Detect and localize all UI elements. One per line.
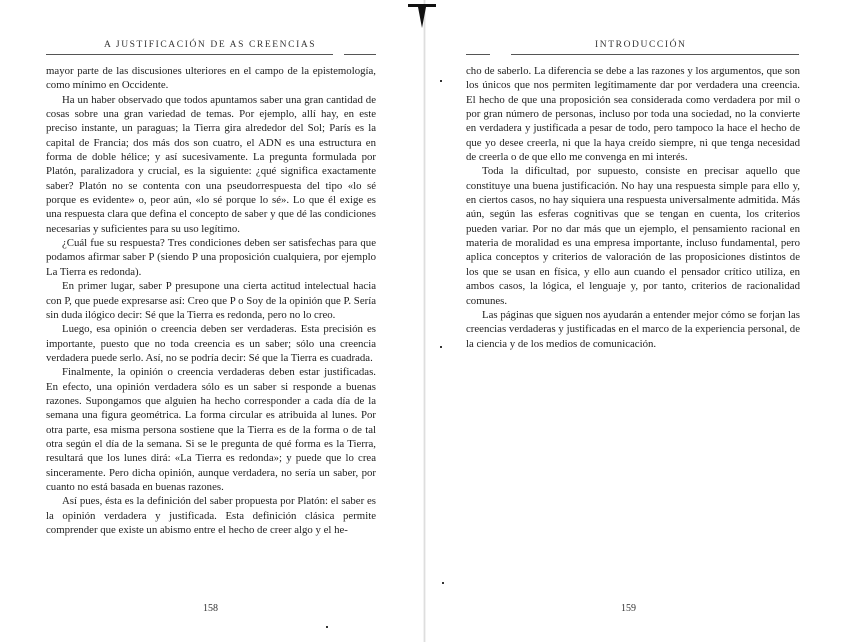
scan-speck bbox=[326, 626, 328, 628]
right-paragraph-1: cho de saberlo. La diferencia se debe a las razones y los argumentos, que son los únicos que nos permiten legítimamente dar por verdadera una creencia. El hecho de que una proposición sea considerada como verdadera por mil o por gran número de personas, incluso por toda una sociedad, no la convierte en verdadera y justificada a pesar de todo, pero tampoco la hace el hecho de que yo desee creerla, ni que la haya creído siempre, ni que tenga necesidad de creerla o de que ello me convenga en mi interés. bbox=[466, 65, 800, 164]
right-body-text bbox=[466, 64, 800, 351]
scan-speck bbox=[442, 582, 444, 584]
left-head-rule-short bbox=[344, 54, 376, 55]
left-paragraph-6: Finalmente, la opinión o creencia verdaderas deben estar justificadas. En efecto, una opinión verdadera sólo es un saber si responde a buenas razones. Supongamos que alguien ha hecho corresponder a cada día de la semana una figura geométrica. La forma circular es atribuida al lunes. Por otra parte, esa misma persona sostiene que la Tierra es de la forma o de tal otra según el día de la semana. Si se le pregunta de qué forma es la Tierra, resultará que los lunes dirá: «La Tierra es redonda»; y puede que lo crea sinceramente. Pero dicha opinión, aunque verdadera, no sería un saber, por cuanto no está basada en buenas razones. bbox=[46, 366, 376, 493]
left-paragraph-2: Ha un haber observado que todos apuntamos saber una gran cantidad de cosas sobre una gran variedad de temas. Por ejemplo, allí hay, en este preciso instante, un paraguas; la Tierra gira alrededor del Sol; París es la capital de Francia; dos más dos son cuatro, el ADN es una estructura en forma de doble hélice; y así sucesivamente. La pregunta formulada por Platón, paralizadora y crucial, es la siguiente: ¿qué significa exactamente saber? Platón no se contenta con una pseudorrespuesta del tipo «lo sé porque es evidente» o, peor aún, «lo sé porque lo sé». Lo que él exige es una respuesta clara que defina el concepto de saber y que dé las condiciones necesarias y suficientes para su uso legítimo. bbox=[46, 93, 376, 235]
scan-speck bbox=[440, 80, 442, 82]
left-paragraph-1: mayor parte de las discusiones ulteriores en el campo de la epistemología, como mínimo en Occidente. bbox=[46, 65, 376, 92]
left-running-head: A JUSTIFICACIÓN DE AS CREENCIAS bbox=[104, 40, 317, 50]
left-paragraph-5: Luego, esa opinión o creencia deben ser verdaderas. Esta precisión es importante, puesto que no toda creencia es un saber; sólo una creencia verdadera puede serlo. Así, no se podría decir: Sé que la Tierra es cuadrada. bbox=[46, 323, 376, 364]
right-paragraph-3: Las páginas que siguen nos ayudarán a entender mejor cómo se forjan las creencias verdaderas y justificadas en el marco de la experiencia personal, de la ciencia y de los medios de comunicación. bbox=[466, 308, 800, 350]
left-page-number: 158 bbox=[203, 603, 218, 614]
right-head-rule-short bbox=[466, 54, 490, 55]
right-page-number: 159 bbox=[621, 603, 636, 614]
right-head-rule bbox=[511, 54, 799, 55]
scan-speck bbox=[440, 346, 442, 348]
right-running-head: INTRODUCCIÓN bbox=[595, 40, 687, 50]
left-body-text bbox=[46, 64, 376, 537]
left-head-rule bbox=[46, 54, 333, 55]
left-paragraph-3: ¿Cuál fue su respuesta? Tres condiciones deben ser satisfechas para que podamos afirmar saber P (siendo P una proposición cualquiera, por ejemplo La Tierra es redonda). bbox=[46, 237, 376, 278]
right-page bbox=[424, 0, 848, 642]
right-paragraph-2: Toda la dificultad, por supuesto, consiste en precisar aquello que constituye una buena justificación. No hay una respuesta simple para ello y, en ciertos casos, no hay siquiera una respuesta universalmente admitida. Más aún, según las esferas cognitivas que se tengan en cuenta, los criterios pueden variar. Por no dar más que un ejemplo, el pensamiento racional en materia de moralidad es una empresa importante, incluso fundamental, pero aplica conceptos y criterios de valoración de las proposiciones distintos de los que se usan en física, y ello aun cuando el pensador crítico utiliza, en ambos casos, la lógica, el lenguaje y, por tanto, criterios de racionalidad comunes. bbox=[466, 165, 800, 307]
left-paragraph-4: En primer lugar, saber P presupone una cierta actitud intelectual hacia con P, que puede expresarse así: Creo que P o Soy de la opinión que P. Sería sin duda ilógico decir: Sé que la Tierra es redonda, pero no lo creo. bbox=[46, 280, 376, 321]
left-paragraph-7: Así pues, ésta es la definición del saber propuesta por Platón: el saber es la opinión verdadera y justificada. Esta definición clásica permite comprender que existe un abismo entre el hecho de creer algo y el he- bbox=[46, 495, 376, 536]
